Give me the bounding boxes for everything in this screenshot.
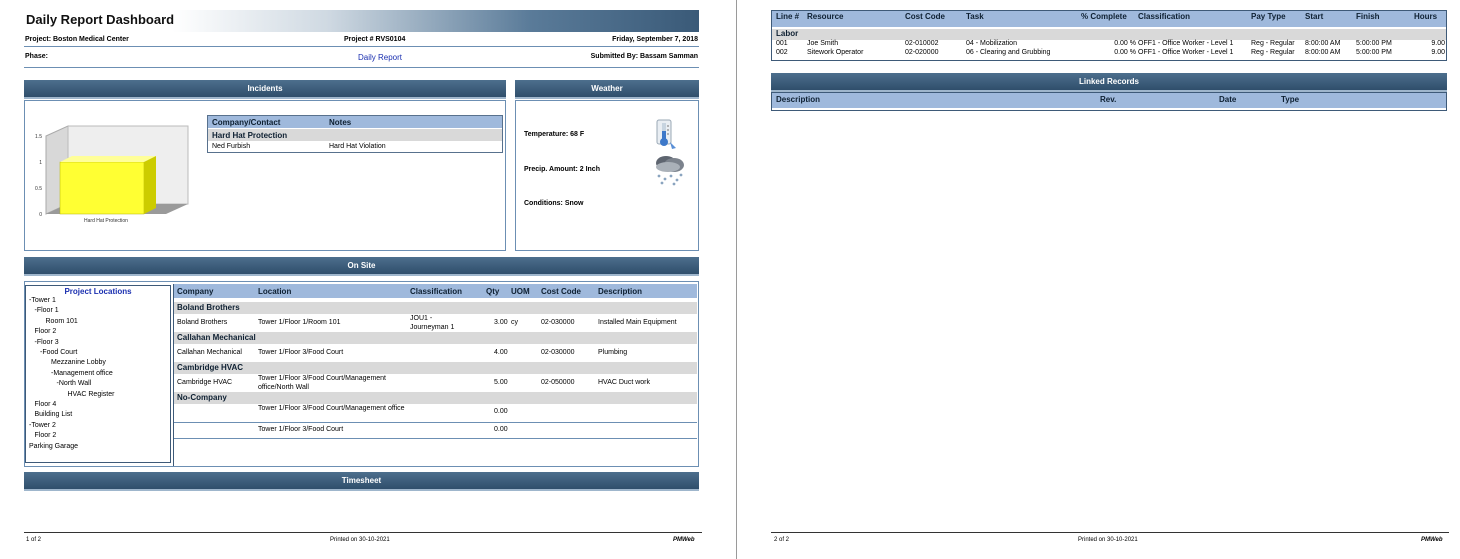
y-tick-label: 1 (39, 160, 42, 166)
cell-hours: 9.00 (1431, 49, 1445, 56)
col-company: Company (177, 287, 214, 296)
cell-location: Tower 1/Floor 3/Food Court/Management office (258, 405, 405, 412)
cell-classification: OFF1 - Office Worker - Level 1 (1138, 40, 1234, 47)
cell-cost-code: 02-030000 (541, 319, 575, 326)
brand-logo: PMWeb (673, 537, 695, 543)
cell-location: Tower 1/Floor 3/Food Court/Management office/North Wall (258, 375, 387, 391)
cell-description: Plumbing (598, 349, 628, 356)
temperature: Temperature: 68 F (524, 131, 585, 138)
cell-line: 001 (776, 40, 788, 47)
col-line: Line # (776, 12, 800, 21)
cell-start: 8:00:00 AM (1305, 40, 1341, 47)
submitted-by: Submitted By: Bassam Samman (590, 53, 698, 60)
bar (60, 162, 144, 214)
timesheet-section-header: Timesheet (24, 472, 699, 491)
col-start: Start (1305, 12, 1324, 21)
cell-qty: 0.00 (494, 408, 508, 415)
cell-pct: 0.00 % (1114, 40, 1136, 47)
incidents-chart (30, 124, 200, 228)
col-notes: Notes (329, 118, 352, 127)
brand-logo: PMWeb (1421, 537, 1443, 543)
group-name: No-Company (177, 393, 227, 402)
col-task: Task (966, 12, 984, 21)
bar-side (144, 156, 156, 214)
linked-records-header (772, 93, 1446, 108)
location-item: -Floor 1 (34, 307, 59, 315)
incidents-group-row (208, 129, 502, 141)
thermometer-icon (654, 118, 678, 152)
location-item: Floor 2 (34, 432, 57, 440)
cell-location: Tower 1/Floor 3/Food Court (258, 426, 344, 433)
cell-company: Callahan Mechanical (177, 349, 242, 356)
col-finish: Finish (1356, 12, 1380, 21)
printed-date: Printed on 30-10-2021 (330, 537, 390, 543)
cell-cost-code: 02-020000 (905, 49, 939, 56)
table-row (772, 40, 1446, 49)
incidents-table-header (208, 116, 502, 128)
cell-qty: 5.00 (494, 379, 508, 386)
location-item: Mezzanine Lobby (51, 359, 106, 367)
table-row (772, 49, 1446, 58)
conditions: Conditions: Snow (524, 200, 584, 207)
location-item: -Tower 1 (29, 297, 56, 304)
col-uom: UOM (511, 287, 530, 296)
cell-classification: JOU1 - Journeyman 1 (410, 315, 455, 331)
table-row (174, 314, 697, 332)
incident-note: Hard Hat Violation (329, 143, 386, 150)
col-cost-code: Cost Code (905, 12, 945, 21)
col-description: Description (598, 287, 643, 296)
location-item: Building List (34, 411, 73, 419)
snow-cloud-icon (652, 153, 688, 187)
project-name: Project: Boston Medical Center (25, 36, 129, 43)
col-resource: Resource (807, 12, 844, 21)
y-tick-label: 0 (39, 212, 42, 218)
report-title: Daily Report Dashboard (26, 12, 175, 27)
incident-type: Hard Hat Protection (212, 131, 288, 140)
cell-line: 002 (776, 49, 788, 56)
onsite-group-row (174, 362, 697, 374)
project-number: Project # RVS0104 (344, 36, 406, 43)
group-name: Labor (776, 29, 799, 38)
location-item: -North Wall (56, 380, 92, 388)
col-rev: Rev. (1100, 95, 1117, 104)
col-cost-code: Cost Code (541, 287, 581, 296)
col-hours: Hours (1414, 12, 1438, 21)
linked-records-section-header: Linked Records (771, 73, 1447, 92)
col-classification: Classification (1138, 12, 1191, 21)
group-name: Boland Brothers (177, 303, 240, 312)
footer-divider (24, 532, 702, 533)
table-row (174, 404, 697, 422)
col-pct-complete: % Complete (1081, 12, 1127, 21)
cell-task: 06 - Clearing and Grubbing (966, 49, 1051, 56)
cell-start: 8:00:00 AM (1305, 49, 1341, 56)
cell-qty: 4.00 (494, 349, 508, 356)
cell-pay-type: Reg - Regular (1251, 49, 1295, 56)
cell-company: Cambridge HVAC (177, 379, 233, 386)
location-item: Floor 2 (34, 328, 57, 336)
cell-location: Tower 1/Floor 1/Room 101 (258, 319, 341, 326)
precip-amount: Precip. Amount: 2 Inch (524, 166, 600, 173)
cell-finish: 5:00:00 PM (1356, 49, 1392, 56)
header-divider-2 (24, 67, 699, 68)
col-description: Description (776, 95, 821, 104)
phase-label: Phase: (25, 53, 48, 60)
location-item: Floor 4 (34, 401, 57, 408)
location-item: -Floor 3 (34, 338, 59, 346)
location-item: -Food Court (40, 349, 78, 356)
timesheet-group-row (772, 29, 1446, 40)
page-number: 2 of 2 (774, 537, 790, 543)
weather-section-header: Weather (515, 80, 699, 99)
report-date: Friday, September 7, 2018 (612, 36, 698, 43)
cell-company: Boland Brothers (177, 319, 228, 326)
page-separator (736, 0, 737, 559)
col-classification: Classification (410, 287, 463, 296)
row-divider (174, 422, 697, 423)
cell-classification: OFF1 - Office Worker - Level 1 (1138, 49, 1234, 56)
table-row (174, 374, 697, 392)
onsite-section-header: On Site (24, 257, 699, 276)
cell-finish: 5:00:00 PM (1356, 40, 1392, 47)
cell-cost-code: 02-050000 (541, 379, 575, 386)
onsite-group-row (174, 302, 697, 314)
report-type: Daily Report (358, 53, 403, 62)
cell-description: HVAC Duct work (598, 379, 650, 386)
onsite-table-header (174, 284, 697, 298)
timesheet-table-header (772, 11, 1446, 27)
cell-qty: 3.00 (494, 319, 508, 326)
incidents-section-header: Incidents (24, 80, 506, 99)
row-divider (174, 438, 697, 439)
bar-top (60, 156, 156, 162)
y-tick-label: 0.5 (35, 186, 42, 192)
onsite-group-row (174, 392, 697, 404)
cell-task: 04 - Mobilization (966, 40, 1017, 47)
group-name: Cambridge HVAC (177, 363, 244, 372)
col-type: Type (1281, 95, 1300, 104)
y-tick-label: 1.5 (35, 134, 42, 140)
project-locations-title: Project Locations (64, 287, 132, 296)
page-number: 1 of 2 (26, 537, 42, 543)
location-item: Room 101 (45, 317, 78, 325)
cell-cost-code: 02-010002 (905, 40, 939, 47)
location-item: Parking Garage (29, 442, 79, 450)
header-divider (24, 46, 699, 47)
cell-hours: 9.00 (1431, 40, 1445, 47)
footer-divider (771, 532, 1449, 533)
col-company-contact: Company/Contact (212, 118, 281, 127)
x-category-label: Hard Hat Protection (84, 218, 128, 224)
col-location: Location (258, 287, 292, 296)
cell-location: Tower 1/Floor 3/Food Court (258, 349, 344, 356)
onsite-group-row (174, 332, 697, 344)
table-row (174, 424, 697, 438)
cell-uom: cy (511, 319, 518, 326)
cell-pct: 0.00 % (1114, 49, 1136, 56)
cell-cost-code: 02-030000 (541, 349, 575, 356)
col-date: Date (1219, 95, 1237, 104)
location-item: -Management office (51, 369, 113, 377)
location-item: -Tower 2 (29, 421, 56, 429)
cell-resource: Joe Smith (807, 40, 839, 47)
table-row (208, 141, 502, 152)
col-qty: Qty (486, 287, 500, 296)
location-item: HVAC Register (67, 390, 115, 398)
group-name: Callahan Mechanical (177, 333, 256, 342)
incident-contact: Ned Furbish (212, 143, 251, 150)
cell-pay-type: Reg - Regular (1251, 40, 1295, 47)
table-row (174, 344, 697, 362)
cell-qty: 0.00 (494, 426, 508, 433)
printed-date: Printed on 30-10-2021 (1078, 537, 1138, 543)
cell-resource: Sitework Operator (807, 49, 864, 56)
col-pay-type: Pay Type (1251, 12, 1286, 21)
cell-description: Installed Main Equipment (598, 319, 677, 326)
